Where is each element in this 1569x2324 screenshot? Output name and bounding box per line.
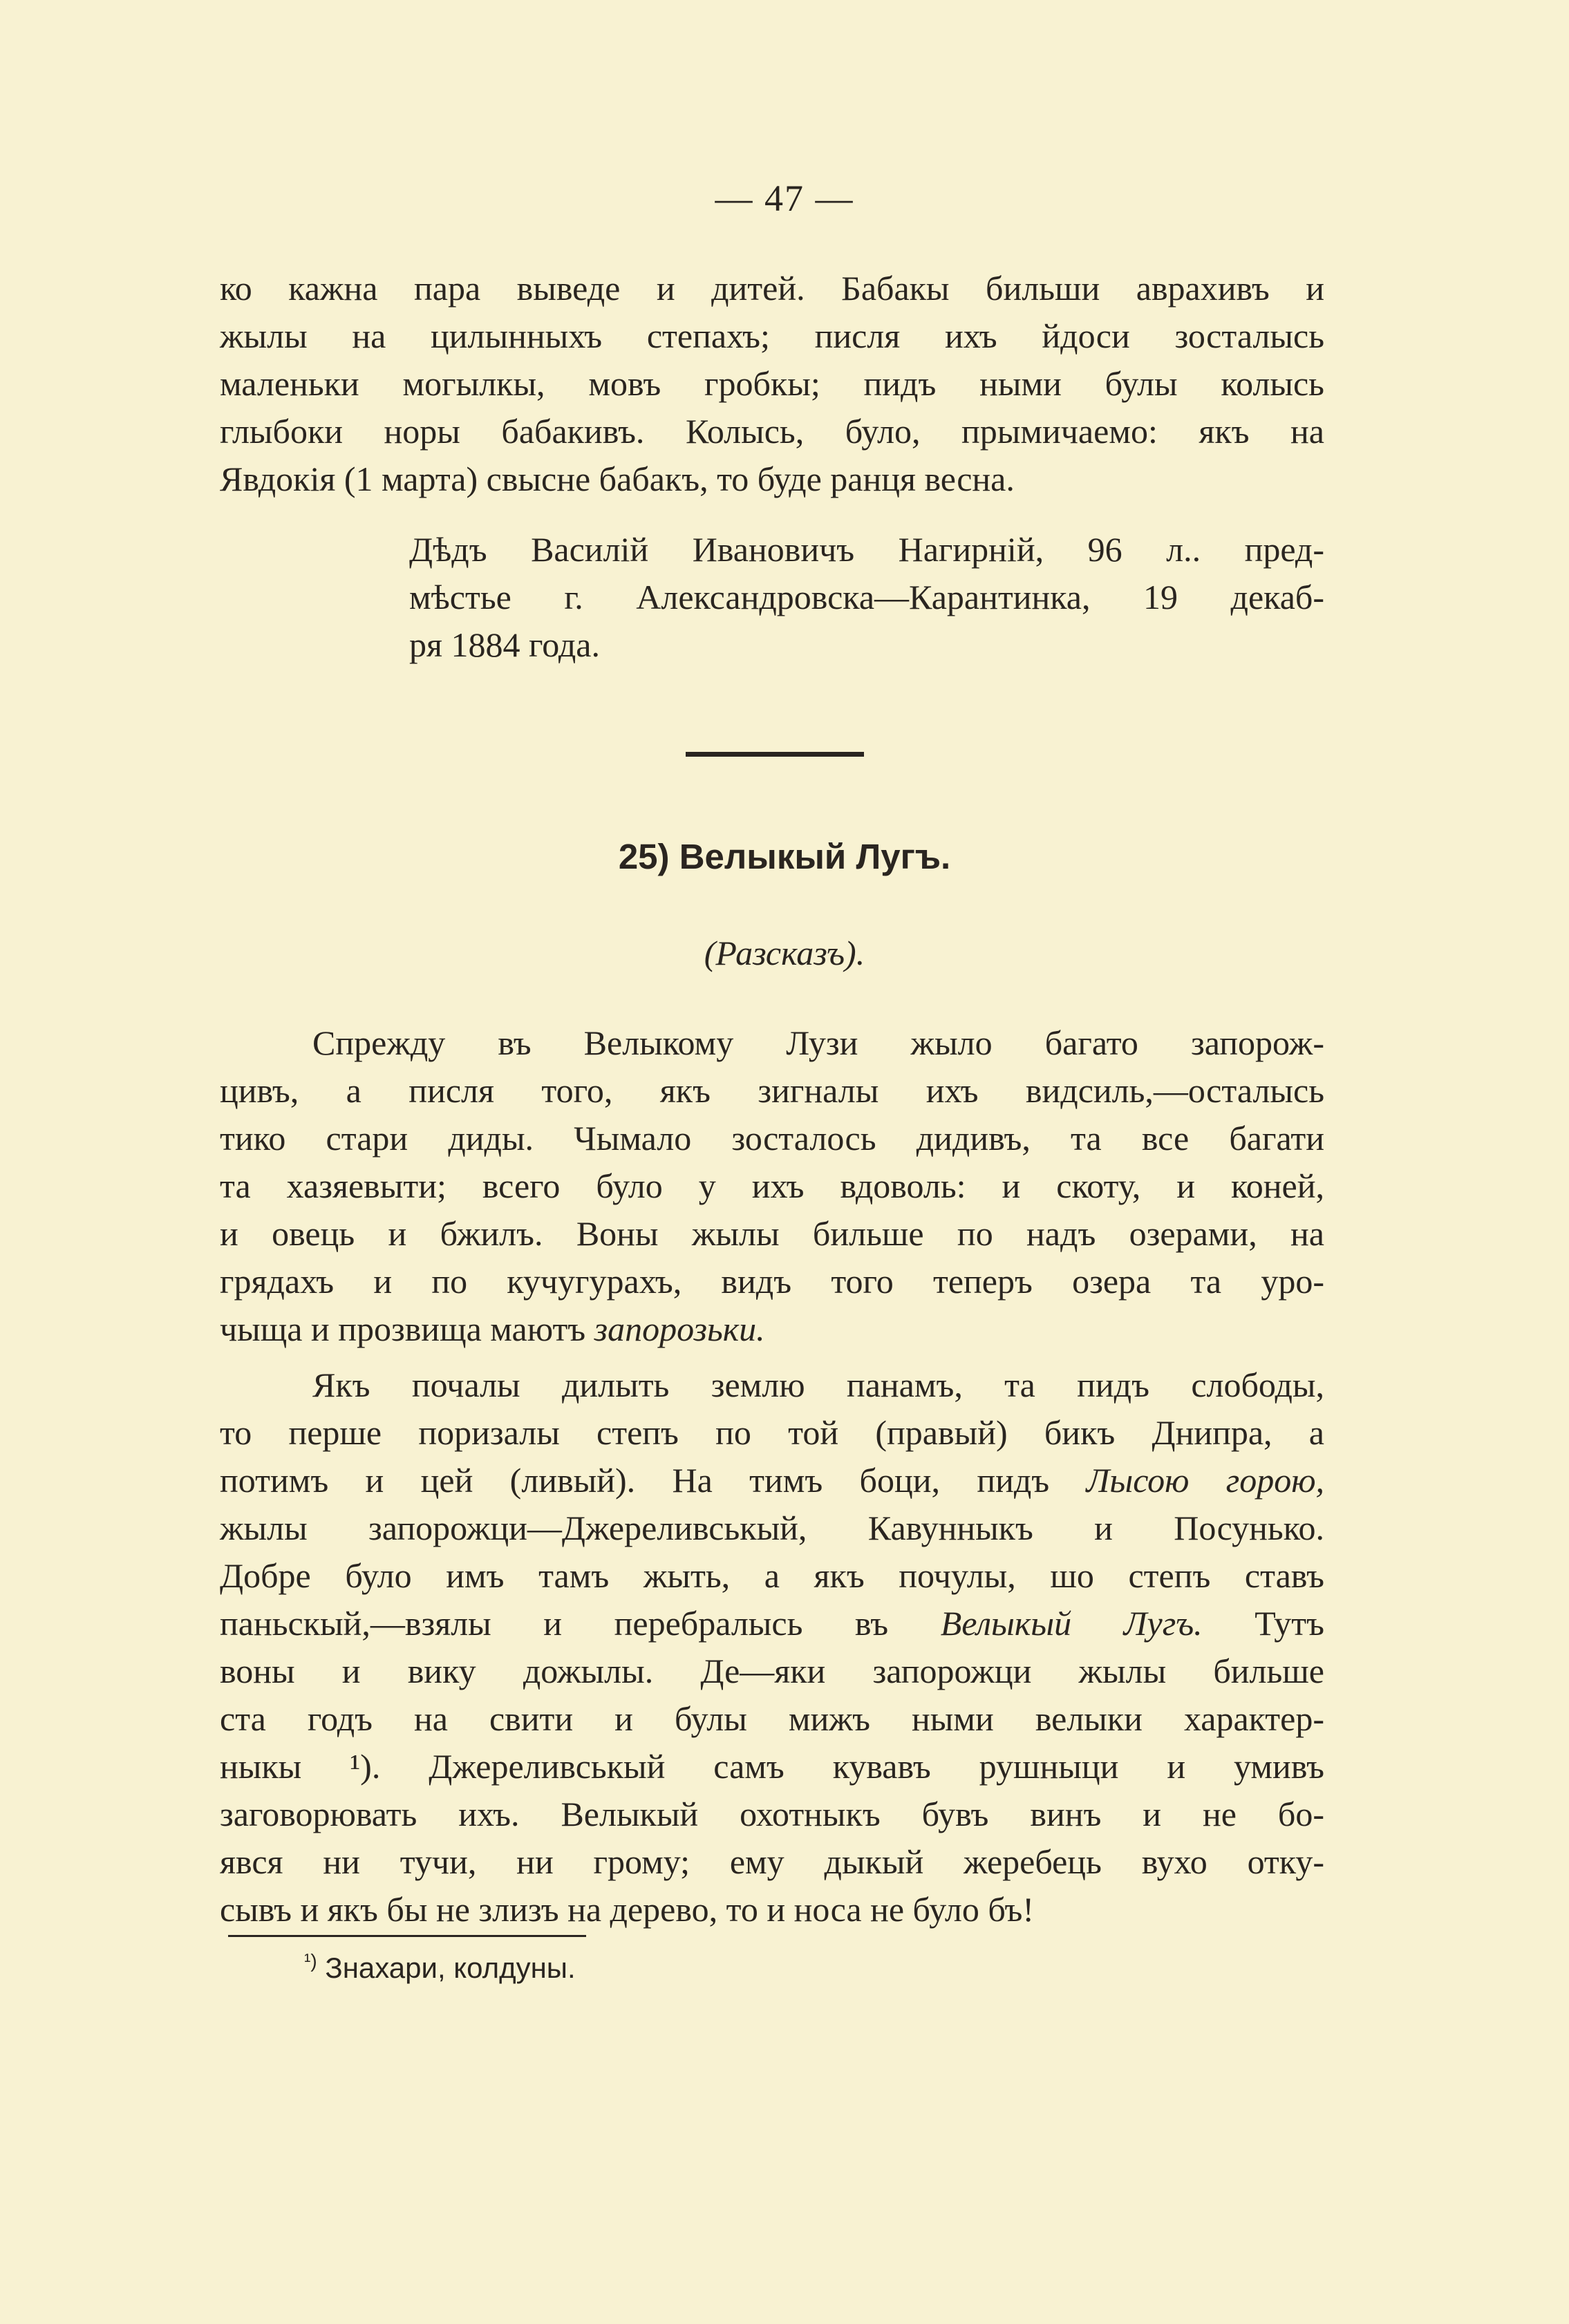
italic-term: Лысою горою,	[1086, 1461, 1325, 1500]
text-line: жылы запорожци—Джереливськый, Кавунныкъ и Посунько.	[220, 1509, 1324, 1547]
page-number: — 47 —	[715, 178, 854, 219]
italic-term: Велыкый Лугъ.	[940, 1604, 1203, 1643]
text-line: воны и вику дожылы. Де—яки запорожци жылы бильше	[220, 1652, 1324, 1690]
text-line: маленьки могылкы, мовъ гробкы; пидъ ными булы колысь	[220, 364, 1324, 403]
text-line: Спрежду въ Велыкому Лузи жыло багато запорож-	[312, 1023, 1324, 1062]
text-line: заговорювать ихъ. Велыкый охотныкъ бувъ винъ и не бо-	[220, 1795, 1324, 1833]
footnote	[304, 1950, 576, 1985]
text-line	[220, 1460, 1324, 1500]
text-line: и овець и бжилъ. Воны жылы бильше по надъ озерами, на	[220, 1214, 1324, 1253]
section-title: 25) Велыкый Лугъ.	[618, 837, 951, 876]
text-span: паньскый,—взялы и перебралысь въ	[220, 1604, 941, 1643]
text-line: жылы на цилынныхъ степахъ; писля ихъ йдоси зосталысь	[220, 317, 1324, 355]
footnote-divider	[228, 1935, 586, 1937]
text-line: сывъ и якъ бы не злизъ на дерево, то и носа не було бъ!	[220, 1890, 1035, 1929]
text-line: цивъ, а писля того, якъ зигналы ихъ видсиль,—осталысь	[220, 1071, 1324, 1110]
attribution-line: ря 1884 года.	[409, 625, 600, 664]
text-line	[220, 1603, 1324, 1643]
footnote-mark: ¹)	[304, 1950, 317, 1972]
text-line: ныкы ¹). Джереливськый самъ кувавъ рушныци и умивъ	[220, 1747, 1324, 1786]
section-subtitle: (Разсказъ).	[704, 934, 865, 972]
text-span: Тутъ	[1202, 1604, 1324, 1643]
section-divider	[686, 752, 864, 757]
text-line: глыбоки норы бабакивъ. Колысь, було, прымичаемо: якъ на	[220, 412, 1324, 451]
text-span: потимъ и цей (ливый). На тимъ боци, пидъ	[220, 1461, 1087, 1500]
attribution-line: Дѣдъ Василій Ивановичъ Нагирній, 96 л.. пред-	[409, 530, 1324, 569]
text-line: Добре було имъ тамъ жыть, а якъ почулы, шо степъ ставъ	[220, 1556, 1324, 1595]
text-line: Якъ почалы дилыть землю панамъ, та пидъ слободы,	[312, 1366, 1324, 1404]
text-line: Явдокія (1 марта) свысне бабакъ, то буде ранця весна.	[220, 460, 1015, 498]
text-line: грядахъ и по кучугурахъ, видъ того теперъ озера та уро-	[220, 1262, 1324, 1301]
text-line	[220, 1309, 1324, 1349]
italic-term: запорозьки.	[594, 1310, 765, 1348]
text-line: явся ни тучи, ни грому; ему дыкый жеребець вухо отку-	[220, 1842, 1324, 1881]
text-line: ста годъ на свити и булы мижъ ными велыки характер-	[220, 1699, 1324, 1738]
text-span: чыща и прозвища маютъ	[220, 1310, 594, 1348]
text-line: тико стари диды. Чымало зосталось дидивъ, та все багати	[220, 1119, 1324, 1158]
footnote-text: Знахари, колдуны.	[317, 1952, 576, 1984]
text-line: ко кажна пара выведе и дитей. Бабакы бильши аврахивъ и	[220, 269, 1324, 308]
text-line: то перше поризалы степъ по той (правый) бикъ Днипра, а	[220, 1413, 1324, 1452]
attribution-line: мѣстье г. Александровска—Карантинка, 19 декаб-	[409, 578, 1324, 616]
text-line: та хазяевыти; всего було у ихъ вдоволь: и скоту, и коней,	[220, 1166, 1324, 1205]
